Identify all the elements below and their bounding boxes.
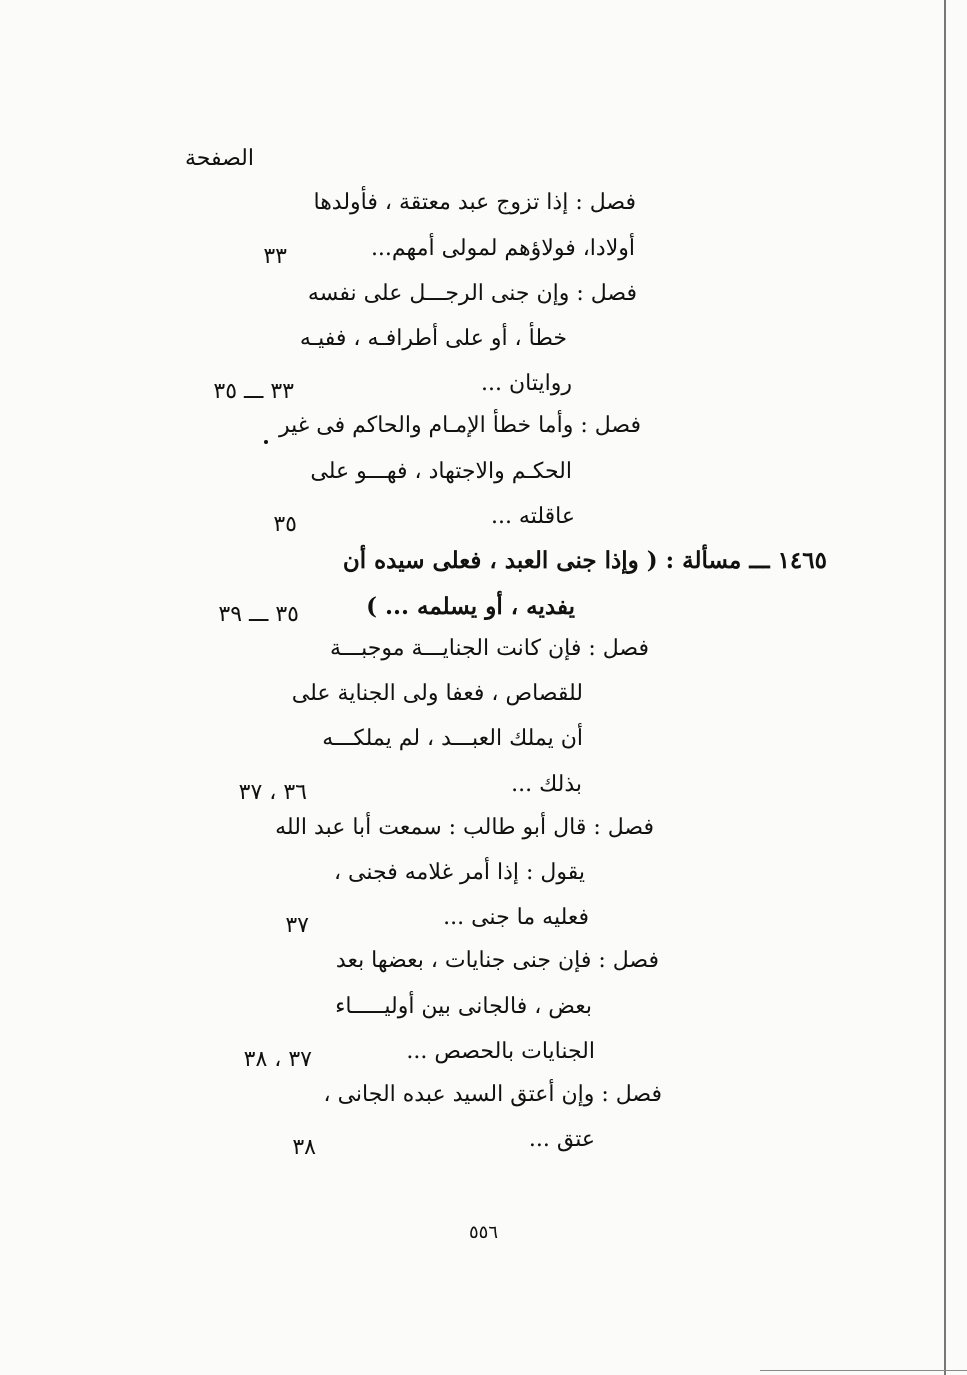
entry-line: يقول : إذا أمر غلامه فجنى ، (333, 860, 585, 885)
entry-line: أولادا، فولاؤهم لمولى أمهم... (370, 236, 635, 261)
entry-line: عاقلته ... (490, 504, 575, 529)
entry-line: روايتان ... (481, 371, 572, 396)
entry-line: فصل : فإن جنى جنايات ، بعضها بعد (335, 948, 659, 973)
entry-line: بذلك ... (511, 772, 582, 797)
ink-dot (264, 440, 268, 444)
page-number: ٥٥٦ (468, 1222, 498, 1243)
entry-line: فصل : وأما خطأ الإمـام والحاكم فى غير (278, 413, 641, 438)
page-ref: ٣٥ (273, 512, 297, 537)
entry-line: خطأ ، أو على أطرافـه ، ففيـه (299, 326, 567, 351)
page-ref: ٣٧ (285, 913, 309, 938)
page-ref: ٣٥ ـــ ٣٩ (218, 602, 299, 627)
entry-line: فعليه ما جنى ... (443, 905, 589, 930)
page-ref: ٣٨ (292, 1135, 316, 1160)
page-edge-bottom (760, 1370, 967, 1371)
entry-line: أن يملك العبـــد ، لم يملكـــه (322, 726, 583, 751)
entry-line: بعض ، فالجانى بين أوليـــــاء (335, 994, 592, 1019)
entry-line: عتق ... (528, 1127, 595, 1152)
entry-line-bold: يفديه ، أو يسلمه ... ) (366, 593, 575, 620)
entry-line: فصل : فإن كانت الجنايـــة موجبـــة (329, 636, 649, 661)
entry-line: فصل : قال أبو طالب : سمعت أبا عبد الله (275, 815, 654, 840)
entry-line: الحكـم والاجتهاد ، فهـــو على (310, 459, 572, 484)
page-ref: ٣٣ (263, 244, 287, 269)
page-ref: ٣٧ ، ٣٨ (243, 1047, 312, 1072)
entry-line: فصل : وإن جنى الرجـــل على نفسه (307, 281, 637, 306)
entry-line-bold: ١٤٦٥ ـــ مسألة : ( وإذا جنى العبد ، فعلى سيده أن (342, 547, 827, 574)
entry-line: فصل : إذا تزوج عبد معتقة ، فأولدها (313, 190, 636, 215)
entry-line: فصل : وإن أعتق السيد عبده الجانى ، (323, 1082, 662, 1107)
entry-line: الجنايات بالحصص ... (406, 1039, 595, 1064)
entry-line: للقصاص ، فعفا ولى الجناية على (291, 681, 583, 706)
page-edge-right (944, 0, 946, 1375)
page-ref: ٣٣ ـــ ٣٥ (213, 379, 294, 404)
page-ref: ٣٦ ، ٣٧ (238, 780, 307, 805)
column-header-page: الصفحة (184, 146, 254, 171)
